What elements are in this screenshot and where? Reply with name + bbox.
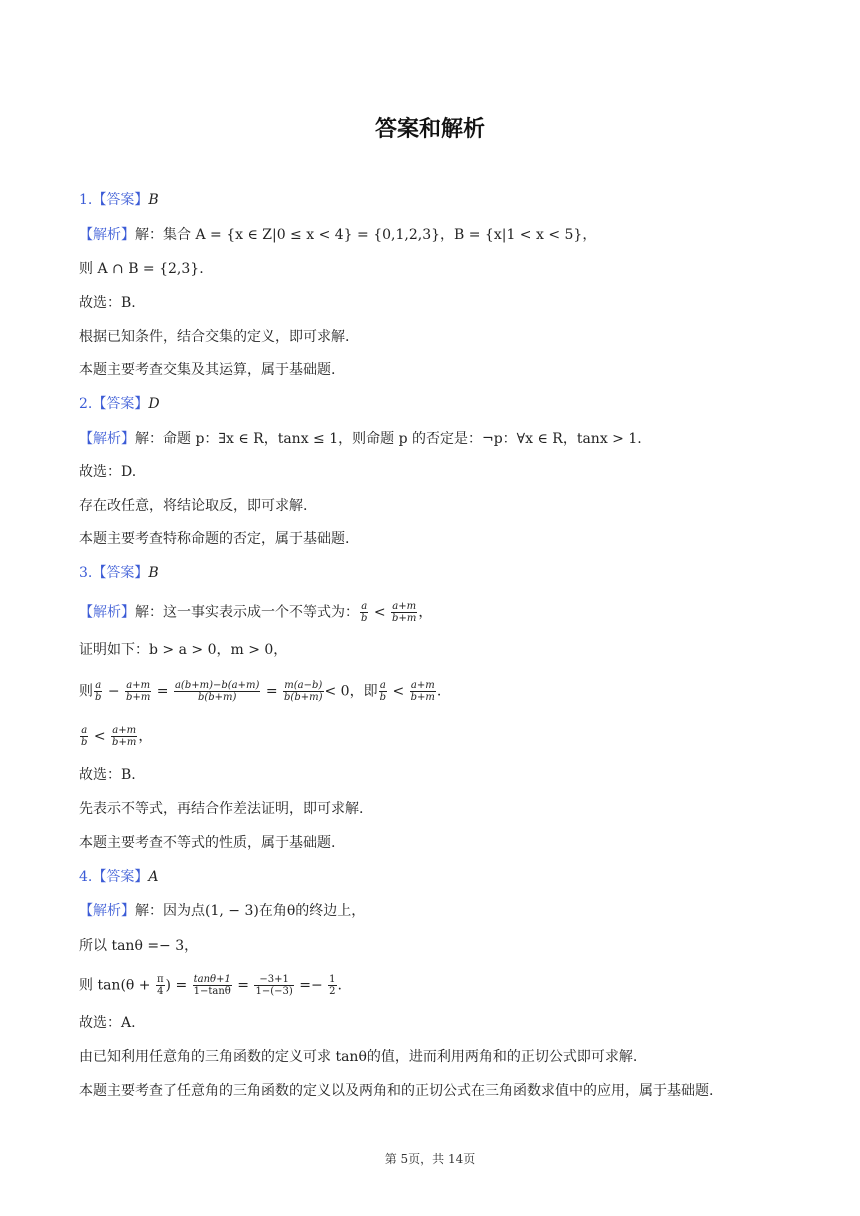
answer-label: 【答案】	[92, 869, 149, 885]
page-title: 答案和解析	[374, 117, 485, 142]
q3-proof-line: 则 $\frac{a}{b}$ − $\frac{a+m}{b+m}$ = $\frac{a(b+m)-b(a+m)}{b(b+m)}$ = $\frac{m(a-b)}{b(b+m)}$ < 0，即 $\frac{a}{b}$ < $\frac{a+m}{b+m}$ .	[79, 680, 442, 703]
analysis-label: 【解析】	[79, 431, 135, 447]
q3-text-5: 故选：B.	[79, 767, 136, 783]
q4-text-6: 本题主要考查了任意角的三角函数的定义以及两角和的正切公式在三角函数求值中的应用，属于基础题.	[79, 1083, 714, 1099]
fraction: $\frac{a}{b}$	[361, 601, 368, 624]
q2-text-2: 故选：D.	[79, 464, 137, 480]
analysis-label: 【解析】	[79, 604, 135, 621]
q1-analysis-line	[79, 225, 800, 245]
q1-text-5: 本题主要考查交集及其运算，属于基础题.	[79, 362, 336, 378]
q4-answer-line	[79, 867, 800, 887]
q2-text-1: 解：命题 p：∃x ∈ R，tanx ≤ 1，则命题 p 的否定是：¬p：∀x ∈ R，tanx > 1.	[135, 431, 642, 447]
q3-text-6: 先表示不等式，再结合作差法证明，即可求解.	[79, 801, 364, 817]
q4-text-1: 解：因为点(1, − 3)在角θ的终边上，	[135, 903, 366, 919]
q1-number: 1.	[79, 192, 93, 208]
q4-analysis-line	[79, 901, 800, 921]
q1-text-3: 故选：B.	[79, 295, 136, 311]
q4-number: 4.	[79, 869, 93, 885]
q1-text-4: 根据已知条件，结合交集的定义，即可求解.	[79, 329, 350, 345]
q4-formula-line: 则 tan(θ + $\frac{\pi}{4}$ ) = $\frac{\tan\theta+1}{1-\tan\theta}$ = $\frac{-3+1}{1-(-3)}$ =− $\frac{1}{2}$ .	[79, 974, 342, 997]
q4-answer: A	[148, 869, 159, 885]
q4-text-4: 故选：A.	[79, 1015, 136, 1031]
q2-number: 2.	[79, 396, 93, 412]
q3-answer-line	[79, 563, 800, 583]
q2-text-4: 本题主要考查特称命题的否定，属于基础题.	[79, 531, 350, 547]
q1-answer: B	[148, 192, 159, 208]
q1-text-2: 则 A ∩ B = {2,3}.	[79, 261, 204, 277]
q3-conclusion-line: $\frac{a}{b}$ < $\frac{a+m}{b+m}$ ，	[81, 725, 153, 748]
q1-answer-line	[79, 190, 800, 210]
q2-text-3: 存在改任意，将结论取反，即可求解.	[79, 498, 308, 514]
q4-text-5: 由已知利用任意角的三角函数的定义可求 tanθ的值，进而利用两角和的正切公式即可求解.	[79, 1049, 638, 1065]
analysis-label: 【解析】	[79, 227, 135, 243]
q3-text-2: 证明如下：b > a > 0，m > 0，	[79, 642, 288, 658]
q3-number: 3.	[79, 565, 93, 581]
q3-text-7: 本题主要考查不等式的性质，属于基础题.	[79, 835, 336, 851]
fraction: $\frac{a+m}{b+m}$	[392, 601, 417, 624]
answer-label: 【答案】	[92, 192, 149, 208]
q1-text-1: 解：集合 A = {x ∈ Z|0 ≤ x < 4} = {0,1,2,3}，B = {x|1 < x < 5}，	[135, 227, 597, 243]
page-footer: 第 5页，共 14页	[384, 1152, 476, 1166]
q2-answer: D	[148, 396, 160, 412]
q2-answer-line	[79, 394, 800, 414]
q3-answer: B	[148, 565, 159, 581]
analysis-label: 【解析】	[79, 903, 135, 919]
q2-analysis-line	[79, 429, 800, 449]
q3-text-1: 解：这一事实表示成一个不等式为：	[135, 604, 359, 621]
answer-label: 【答案】	[92, 565, 149, 581]
q3-analysis-line: 【解析】解：这一事实表示成一个不等式为： $\frac{a}{b}$ < $\frac{a+m}{b+m}$ ，	[79, 601, 433, 624]
q4-text-2: 所以 tanθ =− 3，	[79, 938, 199, 954]
answer-label: 【答案】	[92, 396, 149, 412]
